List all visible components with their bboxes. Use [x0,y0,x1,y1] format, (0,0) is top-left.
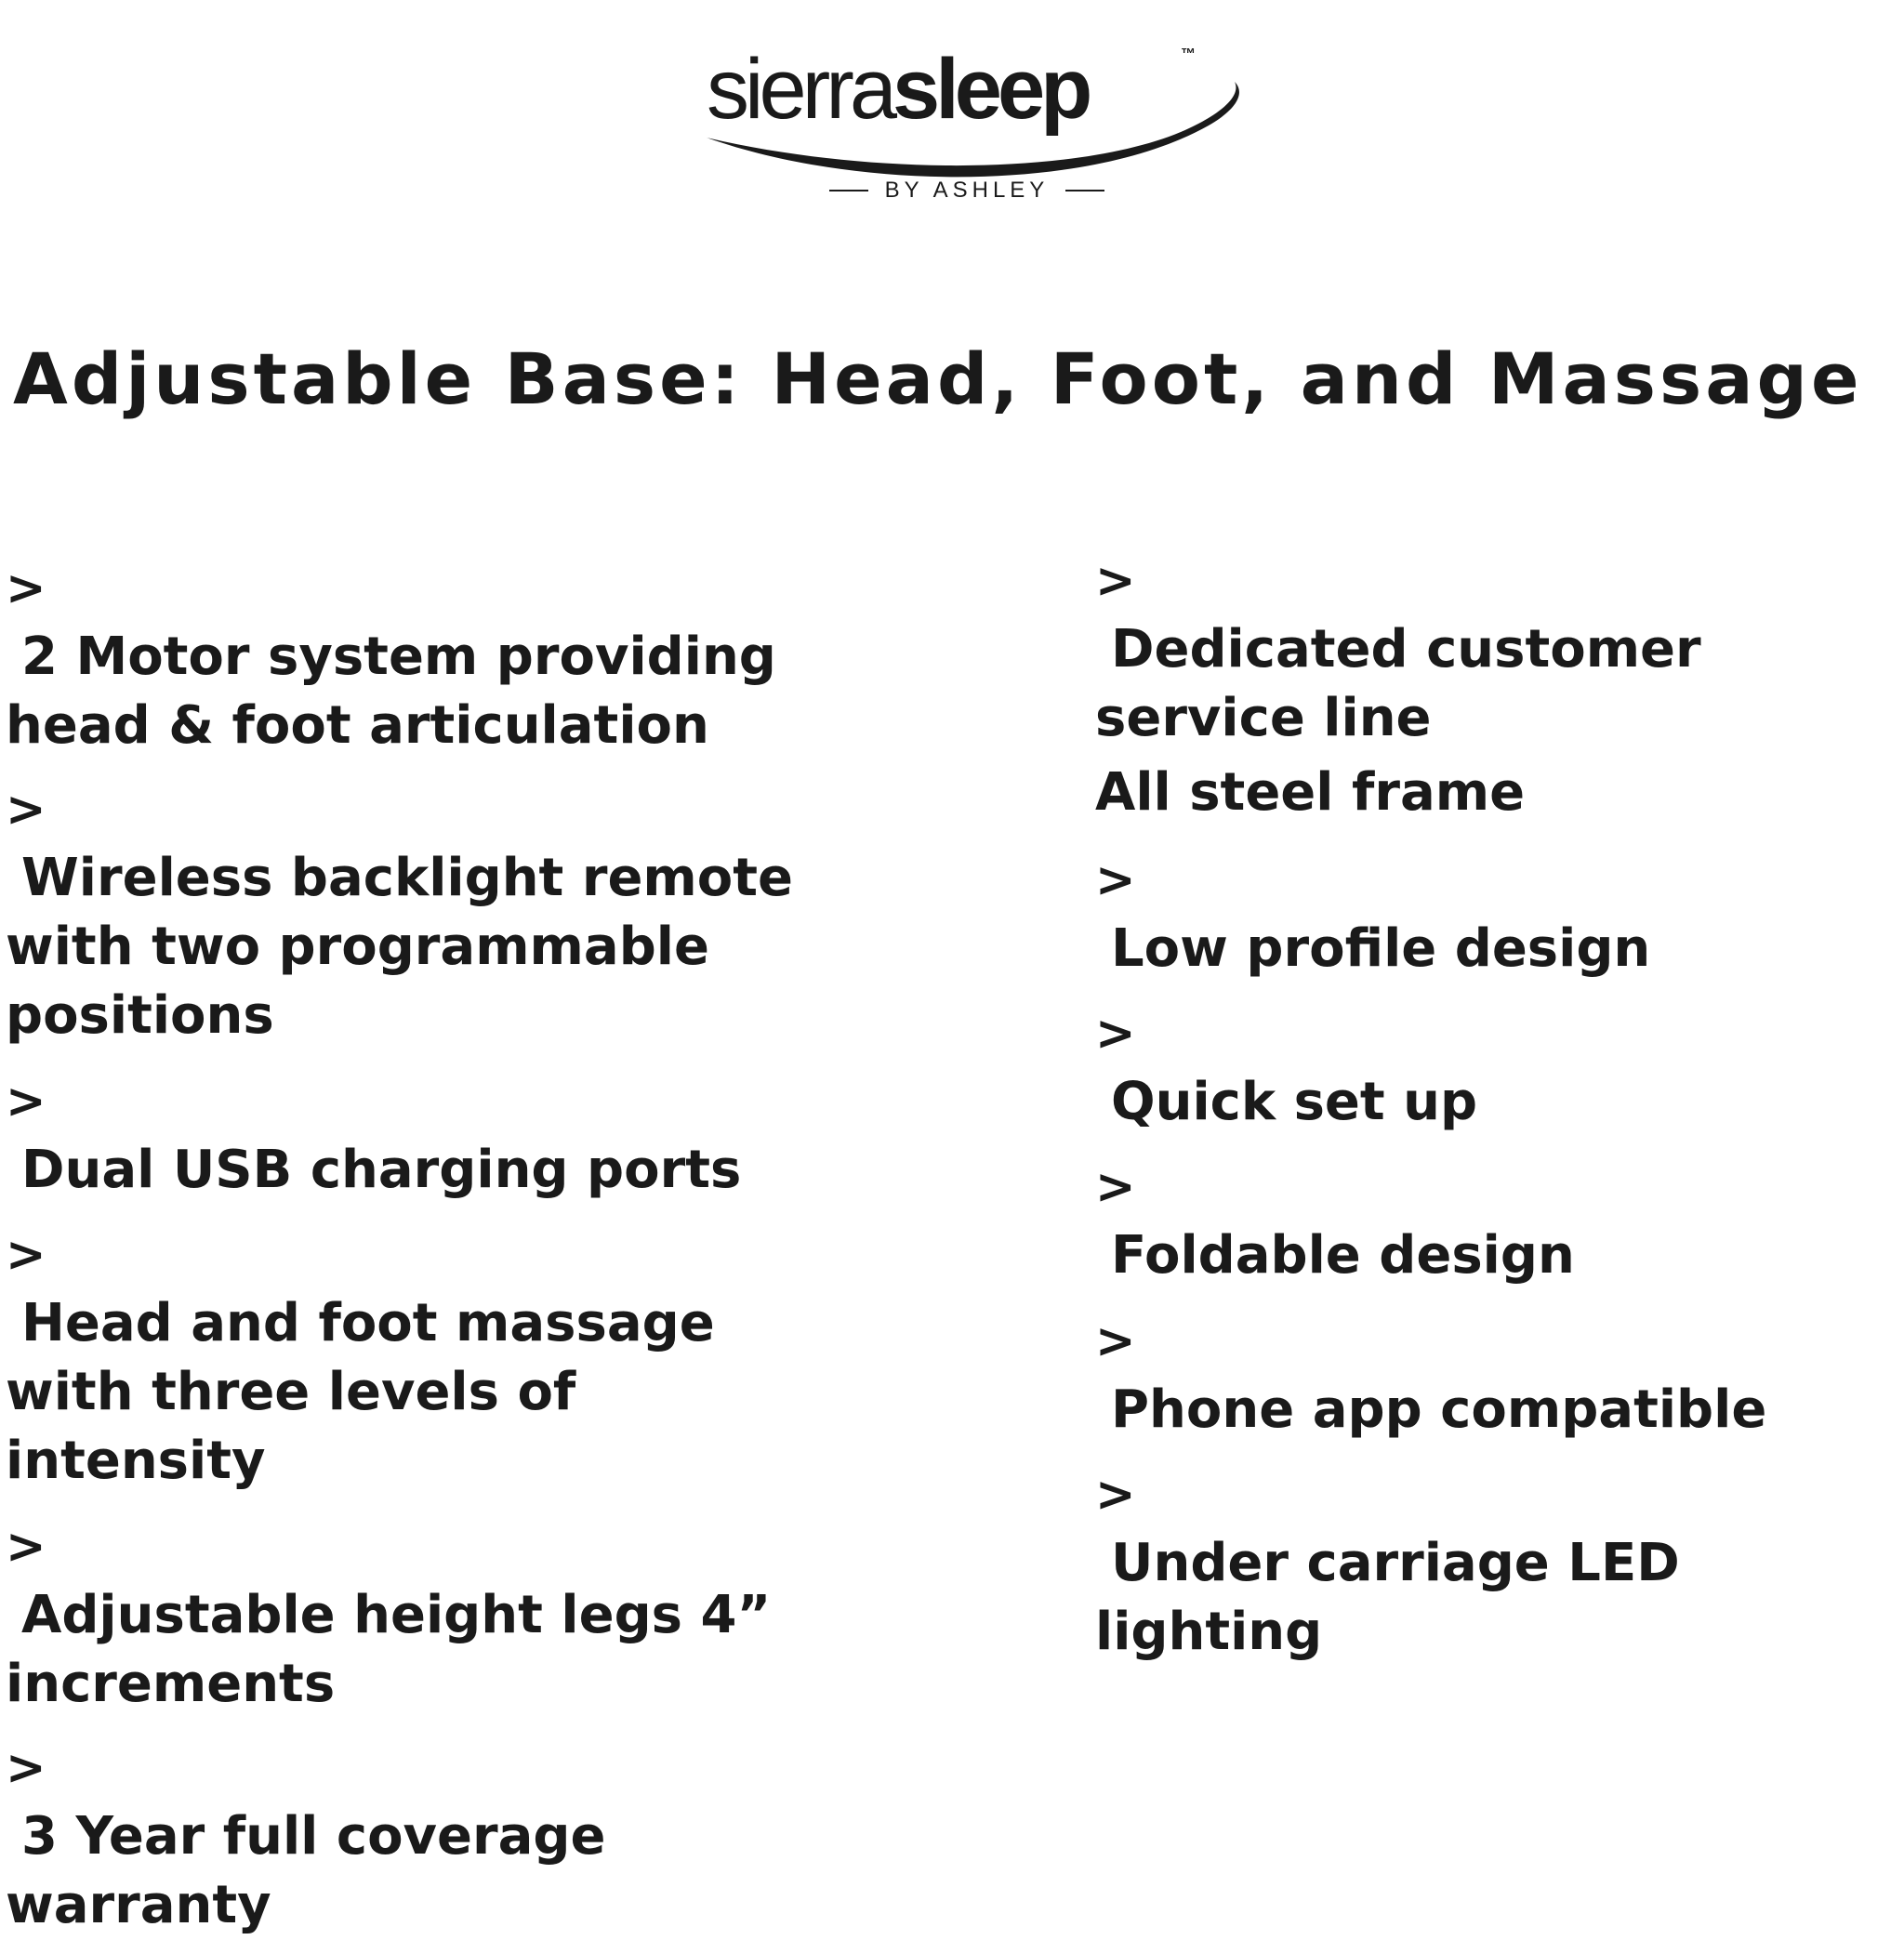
feature-line: Dual USB charging ports [21,1140,742,1200]
feature-line: warranty [6,1875,271,1935]
logo-trademark: ™ [1181,46,1196,62]
feature-line: Under carriage LED [1111,1533,1680,1593]
feature-item [6,554,776,760]
feature-line: 3 Year full coverage [21,1806,606,1867]
feature-text [6,844,793,1050]
feature-text [1095,615,1701,827]
feature-item [6,1221,715,1496]
logo-word-sierra: sierra [707,42,893,137]
feature-text [6,1581,771,1719]
chevron-right-icon: > [6,782,46,838]
feature-line: head & foot articulation [6,695,709,756]
brand-logo [688,28,1246,214]
feature-line: with three levels of [6,1362,576,1422]
feature-line: positions [6,985,274,1046]
feature-text [1095,1068,1477,1137]
feature-text [6,1802,606,1940]
chevron-right-icon: > [1095,1006,1136,1062]
feature-line: Foldable design [1111,1225,1575,1286]
feature-text [1095,915,1650,983]
feature-item [6,775,793,1050]
feature-line: Wireless backlight remote [21,848,793,908]
chevron-right-icon: > [1095,852,1136,908]
feature-line: with two programmable [6,917,709,977]
logo-wordmark [707,42,1089,137]
feature-text [1095,1221,1575,1290]
page-title: Adjustable Base: Head, Foot, and Massage [13,337,1863,420]
feature-line: Phone app compatible [1111,1379,1767,1440]
feature-line: Head and foot massage [21,1293,715,1353]
chevron-right-icon: > [6,561,46,616]
feature-line: Quick set up [1111,1072,1478,1132]
byline-rule-left [829,190,868,191]
feature-text [1095,1376,1766,1445]
chevron-right-icon: > [6,1227,46,1283]
feature-line: All steel frame [1095,762,1526,823]
feature-item [1095,1307,1766,1445]
feature-item [1095,547,1701,827]
feature-line: lighting [1095,1602,1323,1662]
feature-line: intensity [6,1431,266,1491]
feature-line: Adjustable height legs 4” [21,1585,772,1645]
logo-byline [688,177,1246,205]
feature-text [6,1289,715,1496]
feature-item [6,1512,771,1719]
logo-word-sleep: sleep [892,42,1089,137]
byline-rule-right [1065,190,1104,191]
chevron-right-icon: > [6,1074,46,1129]
feature-item [1095,1153,1575,1290]
feature-text [6,623,776,760]
byline-text: BY ASHLEY [884,178,1050,203]
feature-line: increments [6,1654,336,1714]
chevron-right-icon: > [1095,1467,1136,1523]
feature-line: Dedicated customer [1111,619,1701,680]
feature-item [1095,1460,1680,1667]
feature-line: Low profile design [1111,918,1651,979]
feature-item [1095,846,1650,983]
chevron-right-icon: > [6,1519,46,1575]
feature-line: service line [1095,688,1432,748]
feature-item [6,1067,741,1205]
feature-item [1095,999,1477,1137]
feature-item [6,1734,606,1940]
feature-text [1095,1529,1680,1667]
feature-text [6,1136,741,1205]
chevron-right-icon: > [1095,553,1136,609]
feature-line: 2 Motor system providing [21,627,776,687]
chevron-right-icon: > [1095,1313,1136,1369]
chevron-right-icon: > [1095,1159,1136,1215]
chevron-right-icon: > [6,1740,46,1796]
